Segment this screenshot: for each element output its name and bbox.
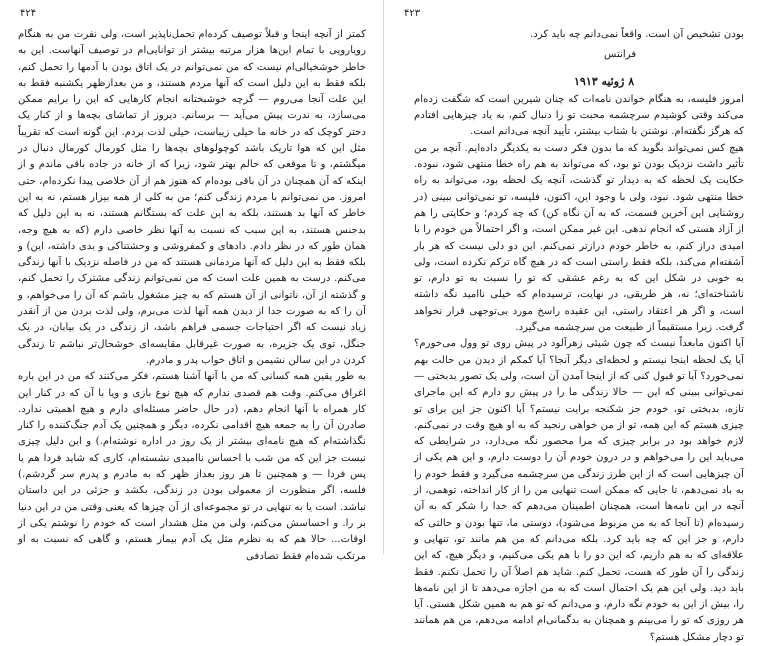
page-number: ۴۲۳ <box>404 8 421 19</box>
signature: فرانتس <box>604 49 637 61</box>
page-number: ۴۲۴ <box>20 8 37 19</box>
opening-line: بودن تشخیص آن است. واقعاً نمی‌دانم چه باید کرد. <box>530 29 744 40</box>
page-text <box>414 27 744 643</box>
page-text <box>18 27 366 562</box>
paragraph: به طور یقین همه کسانی که من با آنها آشنا هستم، فکر می‌کنند که من در این باره اغراق می‌کنم. وقت هم قصدی ندارم که هیچ نوع بازی و ویا با آن که در کنار این کار همراه با آنها انجام دهم، (در حال حاضر مسئله‌ای دارم و هیچ اهمیتی ندارد. صادرن آن را به جمعه هیچ اقدامی نکرده، دیگر و همچنین یک آدم جنگ‌کننده را کنار نگذاشته‌ام که هیچ نامه‌ای بیشتر از یک روز در اداره نوشته‌ام.) و این دلیل چیزی نیست جز این که من شب با احساس ناامیدی نشسته‌ام، کاری که شاید فردا هم یا پس فردا — و همچنین تا هر روز بعداز ظهر که به مادرم و پدرم سر گردشم.) فلسه، اگر منظورت از معمولی بودن در زندگی، بکشد و جزئی در این داستان نباشد. است یا به تنهایی در تو مجموعه‌ای از آن چیزها که یعنی وقتی من در این دنیا بر ‌را. و احساسش می‌کنم، ولی من مثل هشدار است که خودم را نوشتم یکی از اوقات... حالا هم که به نظرم مثل یک آدم بیمار هستم، و گاهی که نسبت به او مرتکب شده‌ام فقط تصادفی <box>18 371 366 562</box>
paragraph: هیچ کس نمی‌تواند بگوید که ما بدون فکر دست به یکدیگر داده‌ایم. آنچه بر من تأثیر داشت نزدیک بودن تو بود، که می‌تواند به هم راه خطا منتهی شود، نبوده. حکایت یک لحظه که به دیدار تو گذشت، آنچه یک لحظه بود، می‌تواند به راه خطا منتهی شود. نبود، ولی با وجود این، اکنون، فلیسه، تو نمی‌توانی ببینی (در روشنایی این آخرین قسمت، که به آن نگاه کن) که چه کردم؛ و حکایتی را هم از آزاد هستی که انجام ندهی. این غیر ممکن است، و اگر احتمالاً من خودم را با امیدی دراز کنم، به خاطر خودم درازتر نمی‌کنم. این دو دلی نیست که هر بار آشفته‌ام می‌کند، بلکه فقط راستی است که در هیچ گاه ترکم نکرده است، ولی به خوبی در شکل این که به رغم عشقی که تو را نسبت به تو دارم، تو ناشناخته‌ای؛ نه، هر طریقی، در نهایت، ترسیده‌ام که خیلی ناامید نگه داشته است، و اگر هر اعتقاد راستی، این عقیده راسخ مورد بی‌توجهی قرار نخواهد گرفت. زیرا مستقیماً از طبیعت من سرچشمه می‌گیرد. <box>414 142 744 334</box>
paragraph: آیا اکنون مابعداً نیست که چون شیئی زهرآلود در پیش روی تو وول می‌خورم؟ آیا یک لحظه اینجا نیستم و لحظه‌ای دیگر آنجا؟ آیا کمکم از دیدن من حالت بهم نمی‌خورد؟ آیا تو قبول کنی که از اینجا آمدن آن است، ولی یک تصور بدبختی — نمی‌توانی ببینی که این — حالا زندگی ما را در پیش رو دارم که این ماجرای تازه، بدبختی تو، خودم جز شکنجه برایت نیستم؟ آیا اکنون جز این برای تو چیزی هستم که این همه، تو از من خواهی رنجید که به او هیچ وقت در نمی‌کنم. لازم خواهد بود در برابر چیزی که مرا محصور نگه می‌دارد، در شرایطی که می‌باید این را می‌خواهم و در درون خودم آن را دوست دارم، و این هم یکی از آن چیزهایی است که از این طرز زندگی من سرچشمه می‌گیرد و فقط خودم را به باد نمی‌دهم، تا جایی که ممکن است تنهایی من را از کار انداخته، توهمی، از آنچه در این نامه‌ها است، همچنان اطمینان می‌دهم که خدا را شکر که به آن رسیده‌ام (تا آنجا که به من مربوط می‌شود)، دوستی ما، تنها بودن و حالتی که دارم، و جز این که چه باید کرد. بلکه می‌دانم که من هم مانند تو، تنهایی و علاقه‌ای که به هم داریم، که این دو را با هم یکی می‌کنیم، و دیگر هیچ، که این زندگی را آن طور که هست، تحمل کنم. شاید هم اصلاً آن را تحمل نکنم. فقط باید دید. ولی این هم یک احتمال است که به من اجازه می‌دهد تا از این نامه‌ها را، بیش از این به خودم نگه دارم، و می‌دانم که تو هم به همین شکل هستی. آیا هر روزی که تو را می‌بینم و همچنان به بدگمانی‌ام ادامه می‌دهم، من هم همانند تو دچار مشکل هستم؟ <box>414 338 744 643</box>
paragraph: امروز فلیسه، به هنگام خواندن نامه‌ات که چنان شیرین است که شگفت زده‌ام می‌کند وقتی کوشیدم سرچشمه محبت تو را دنبال کنم، به یاد چیزهایی افتادم که هرگز نگفته‌ام. نوشتن با شتاب بیشتر، تأیید آنچه می‌دانم است. <box>414 93 744 138</box>
date-heading: ۸ ژوئیه ۱۹۱۳ <box>574 74 635 88</box>
right-page <box>384 0 768 643</box>
left-page <box>0 0 384 562</box>
paragraph: کمتر از آنچه اینجا و قبلاً توصیف کرده‌ام تحمل‌ناپذیر است، ولی نفرت من به هنگام رویارویی با تمام این‌ها هزار مرتبه بیشتر از توانایی‌ام در توصیف آنهاست. این به خاطر خوشخیالی‌ام نیست که من نمی‌توانم در یک اتاق بودن با آدمها را تحمل کنم، بلکه فقط به این دلیل است که آنها مردم هستند، و من بعدازظهر یکشنبه فقط به این علت آنجا می‌روم — گرچه خوشبختانه انجام کارهایی که این را برایم ممکن می‌سازد، به ندرت پیش می‌آید — برسانم. دیروز از تماشای بچه‌ها و از کنار یک دختر کوچک که در خانه ما خیلی زیباست، خیلی لذت بردم. این گونه است که تقریباً مثل این که هوا تاریک باشد کوچولوهای بچه‌ها را مثل کورمال کورمال دنبال در میگشتم، و تا موقعی که حالم بهتر شود، زیرا که از خانه در جاده باقی ماندم و از اینکه که آن همچنان در آن باقی بوده‌ام که هنوز هم از آن خلاصی پیدا نکرده‌ام، حتی امروز. من نمی‌توانم با مردم زندگی کنم؛ من به کلی از همه بیزار هستم، نه به این خاطر که آنها بد هستند، بلکه به این علت که بستگانم هستند، نه به این دلیل که بدجنس هستند، به این سبب که نسبت به آنها نظر خاصی دارم (که به هیچ وجه، همان طور که در نظر دادم. دادهای و کمفروشی و وحشتناکی و بدی داشته، این) و بلکه فقط به این دلیل که آنها مردمانی هستند که من در فاصله نزدیک با آنها زندگی می‌کنم. درست به همین علت است که من نمی‌توانم زندگی مشترک را تحمل کنم، و گذشته از آن، ناتوانی از آن هستم که به چیز مشغول باشم که آن را می‌خواهم، و آن را که به صورت جدا از دیدن همه آنها لذت می‌برم، ولی لذت بردن من از آنقدر زیاد نیست که اگر احتیاجات جسمی فراهم باشد، از زندگی در یک بیابان، در یک جنگل، توی یک جزیره، به صورت غیرقابل مقایسه‌ای خوشحال‌تر نباشم تا زندگی کردن در این سالن نشیمن و اتاق خواب پدر و مادرم. <box>18 29 366 366</box>
